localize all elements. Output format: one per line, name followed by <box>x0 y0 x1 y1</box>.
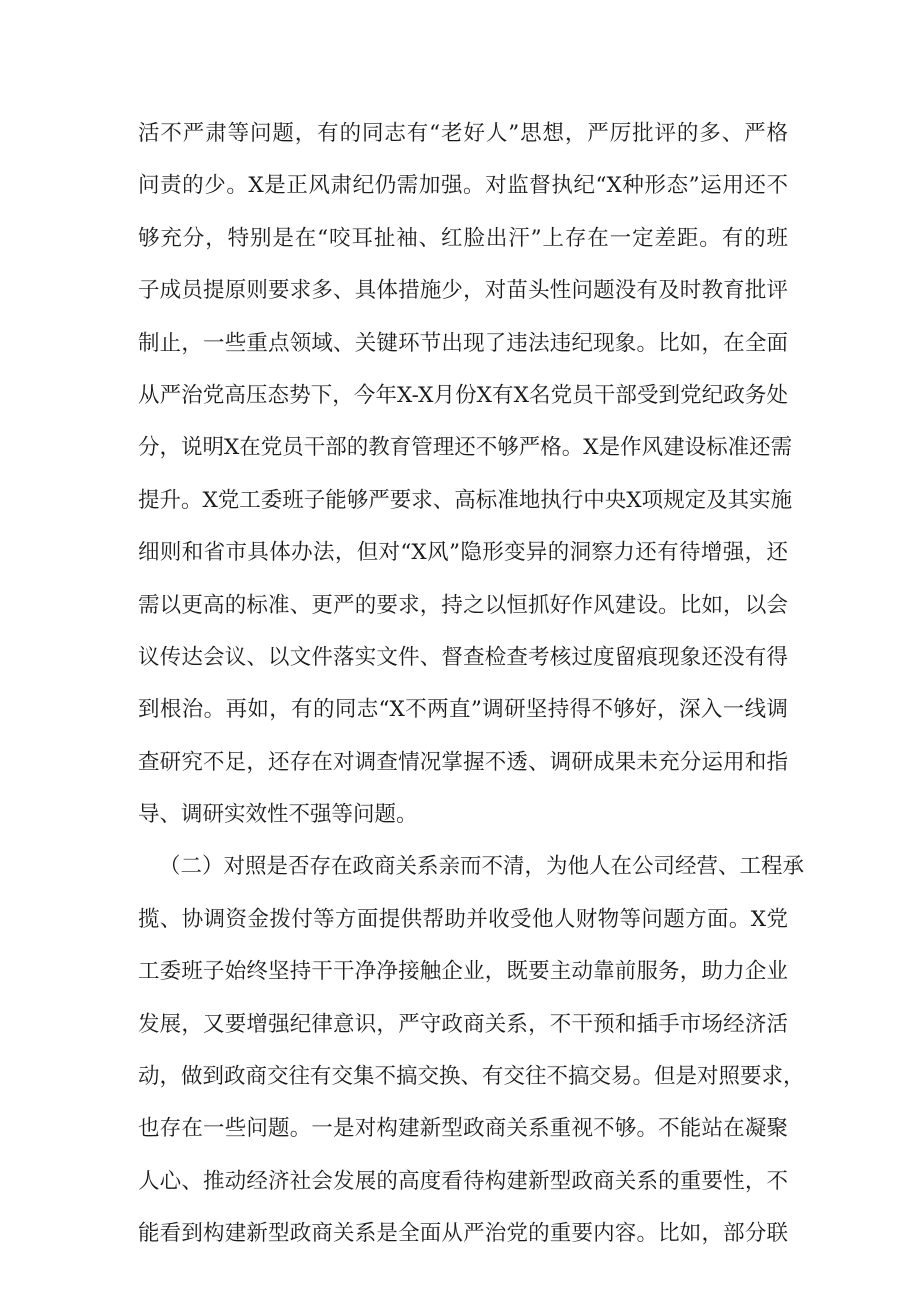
text-line: 也存在一些问题。一是对构建新型政商关系重视不够。不能站在凝聚 <box>138 1116 788 1142</box>
text-line: 到根治。再如，有的同志“X不两直”调研坚持得不够好，深入一线调 <box>138 697 788 723</box>
text-line: 动，做到政商交往有交集不搞交换、有交往不搞交易。但是对照要求， <box>138 1064 805 1090</box>
text-line: 问责的少。X是正风肃纪仍需加强。对监督执纪“X种形态”运用还不 <box>138 173 788 199</box>
text-line: 需以更高的标准、更严的要求，持之以恒抓好作风建设。比如，以会 <box>138 592 788 618</box>
text-line: 导、调研实效性不强等问题。 <box>138 802 418 828</box>
text-line: 能看到构建新型政商关系是全面从严治党的重要内容。比如，部分联 <box>138 1221 788 1247</box>
text-line: 制止，一些重点领域、关键环节出现了违法违纪现象。比如，在全面 <box>138 330 788 356</box>
text-line: 工委班子始终坚持干干净净接触企业，既要主动靠前服务，助力企业 <box>138 959 788 985</box>
paragraph-1 <box>138 108 793 841</box>
text-line: 活不严肃等问题，有的同志有“老好人”思想，严厉批评的多、严格 <box>138 121 788 146</box>
paragraph-2 <box>138 841 805 1260</box>
text-line: 发展，又要增强纪律意识，严守政商关系，不干预和插手市场经济活 <box>138 1011 788 1037</box>
section-heading-line: （二）对照是否存在政商关系亲而不清，为他人在公司经营、工程承 <box>159 854 805 880</box>
text-line: 从严治党高压态势下，今年X-X月份X有X名党员干部受到党纪政务处 <box>138 382 788 408</box>
text-line: 揽、协调资金拨付等方面提供帮助并收受他人财物等问题方面。X党 <box>138 906 788 932</box>
text-line: 查研究不足，还存在对调查情况掌握不透、调研成果未充分运用和指 <box>138 749 788 775</box>
text-line: 分，说明X在党员干部的教育管理还不够严格。X是作风建设标准还需 <box>138 435 793 461</box>
text-line: 提升。X党工委班子能够严要求、高标准地执行中央X项规定及其实施 <box>138 487 793 513</box>
text-line: 子成员提原则要求多、具体措施少，对苗头性问题没有及时教育批评 <box>138 278 788 304</box>
text-line: 议传达会议、以文件落实文件、督查检查考核过度留痕现象还没有得 <box>138 644 788 670</box>
text-line: 够充分，特别是在“咬耳扯袖、红脸出汗”上存在一定差距。有的班 <box>138 225 788 251</box>
text-line: 细则和省市具体办法，但对“X风”隐形变异的洞察力还有待增强，还 <box>138 540 788 566</box>
text-line: 人心、推动经济社会发展的高度看待构建新型政商关系的重要性，不 <box>138 1168 788 1194</box>
document-body <box>138 108 805 1261</box>
